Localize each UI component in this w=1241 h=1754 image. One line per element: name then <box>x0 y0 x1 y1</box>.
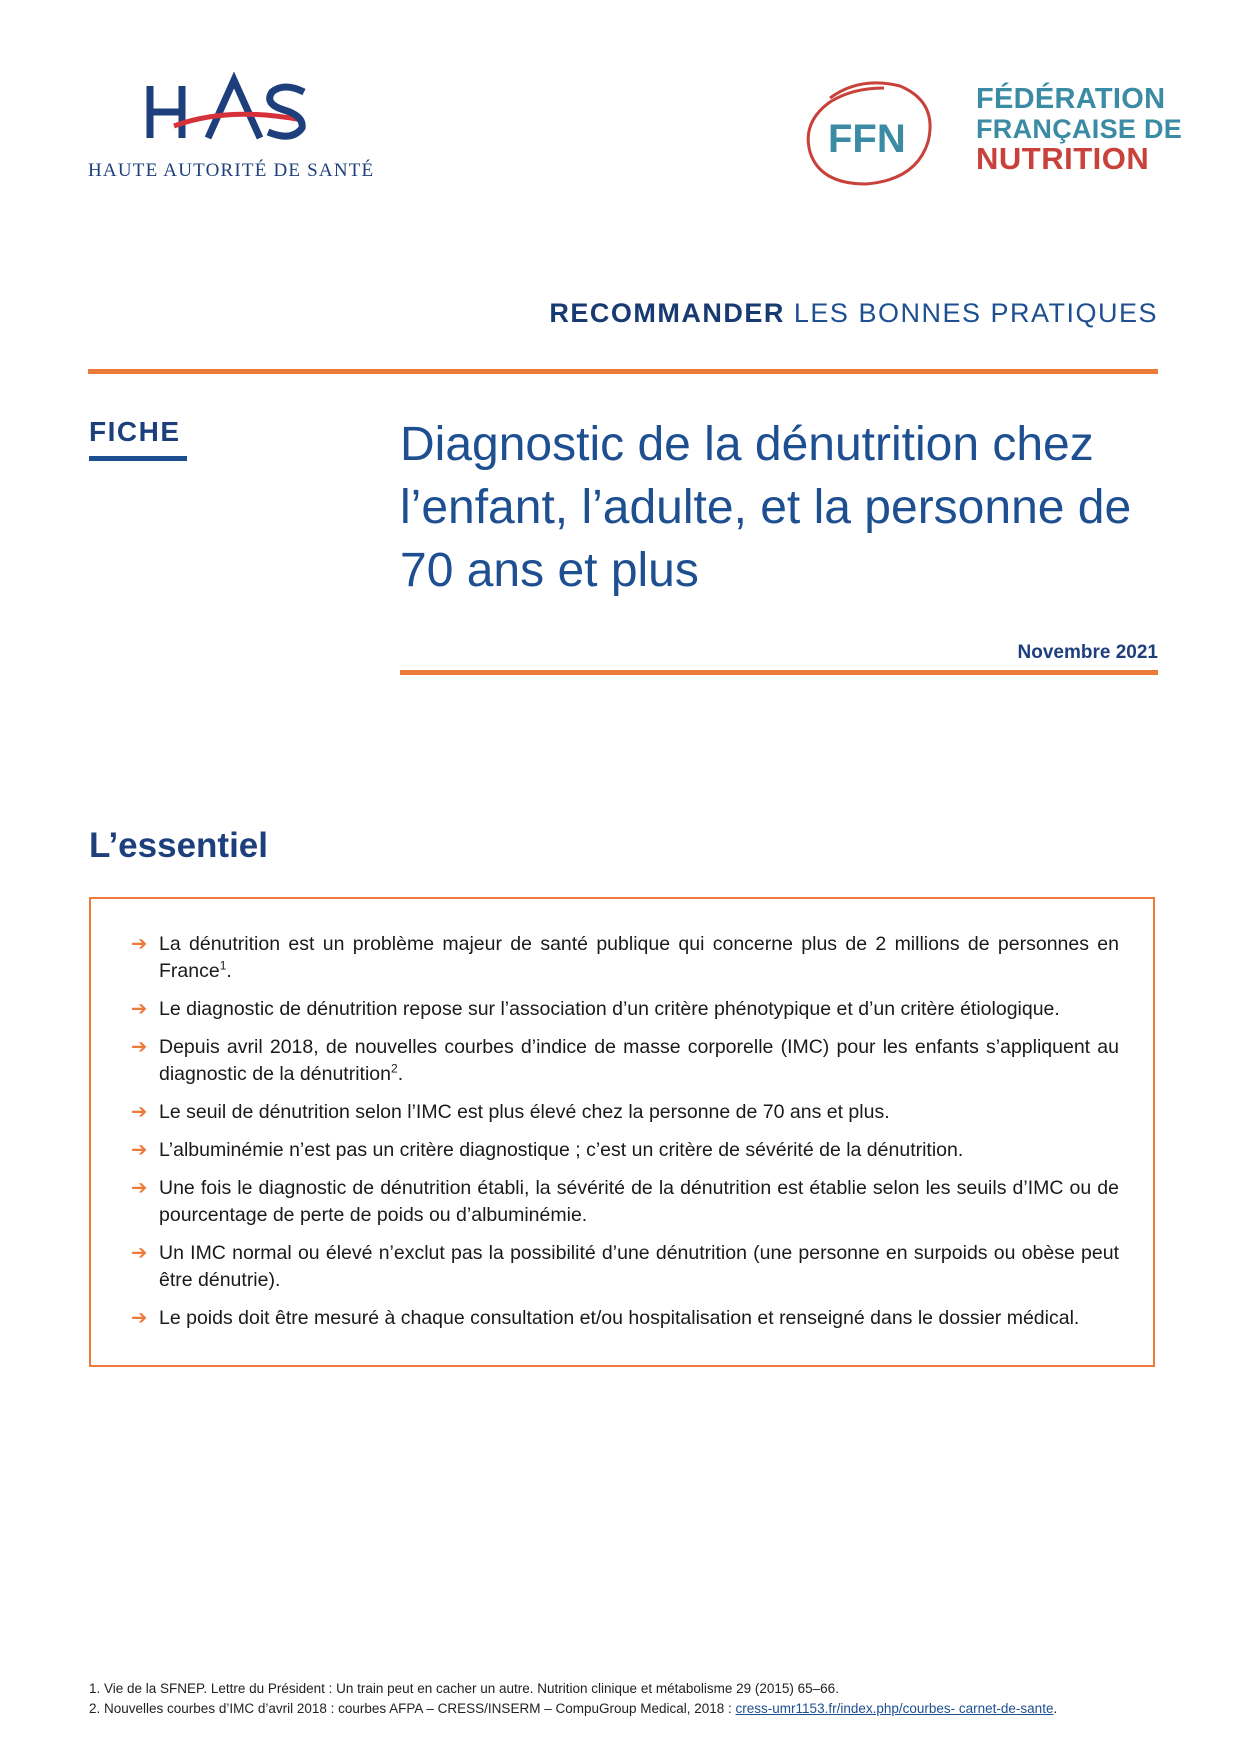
list-item <box>131 1175 1119 1229</box>
has-logo-subtitle: HAUTE AUTORITÉ DE SANTÉ <box>88 160 375 181</box>
series-heading <box>549 298 1158 329</box>
ffn-line-1: FÉDÉRATION <box>976 83 1166 115</box>
has-logo-mark <box>88 72 378 152</box>
list-item-main-text: Le seuil de dénutrition selon l’IMC est plus élevé chez la personne de 70 ans et plus. <box>159 1101 890 1123</box>
footnote-1: 1. Vie de la SFNEP. Lettre du Président : Un train peut en cacher un autre. Nutrition clinique et métabolisme 29 (2015) 65–66. <box>89 1681 839 1696</box>
ffn-logo-text <box>976 84 1182 174</box>
ffn-monogram: FFN <box>828 117 906 161</box>
publication-date: Novembre 2021 <box>1017 642 1158 663</box>
series-heading-rest: LES BONNES PRATIQUES <box>784 298 1158 328</box>
footnote-ref: 2 <box>391 1061 398 1076</box>
essentiel-list <box>91 899 1153 1332</box>
essentiel-box <box>89 897 1155 1367</box>
list-item-text <box>159 1305 1119 1332</box>
series-heading-bold: RECOMMANDER <box>549 298 785 328</box>
list-item-text <box>159 931 1119 985</box>
list-item-text <box>159 1137 1119 1164</box>
list-item-text <box>159 1175 1119 1229</box>
list-item-text <box>159 1240 1119 1294</box>
ffn-logo <box>800 72 1183 192</box>
top-divider <box>88 369 1158 374</box>
footnote-2 <box>89 1699 1057 1719</box>
list-item-main-text: Une fois le diagnostic de dénutrition établi, la sévérité de la dénutrition est établie selon les seuils d’IMC ou de pourcentage de perte de poids ou d’albuminémie. <box>159 1177 1119 1226</box>
list-item <box>131 1305 1119 1332</box>
list-item-tail: . <box>226 960 232 982</box>
list-item-main-text: L’albuminémie n’est pas un critère diagnostique ; c’est un critère de sévérité de la dénutrition. <box>159 1139 964 1161</box>
list-item-main-text: Depuis avril 2018, de nouvelles courbes d’indice de masse corporelle (IMC) pour les enfants s’appliquent au diagnostic de la dénutrition <box>159 1036 1119 1085</box>
has-logo <box>88 72 378 187</box>
list-item <box>131 1034 1119 1088</box>
ffn-line-3: NUTRITION <box>976 141 1150 176</box>
list-item-tail: . <box>397 1063 404 1085</box>
list-item-text <box>159 1034 1119 1088</box>
section-title-essentiel: L’essentiel <box>89 826 268 865</box>
title-divider <box>400 670 1158 675</box>
list-item-main-text: Un IMC normal ou élevé n’exclut pas la possibilité d’une dénutrition (une personne en surpoids ou obèse peut être dénutrie). <box>159 1242 1119 1291</box>
arrow-right-icon: ➔ <box>131 1101 148 1123</box>
arrow-right-icon: ➔ <box>131 1036 148 1058</box>
ffn-line-2: FRANÇAISE DE <box>976 114 1183 144</box>
list-item <box>131 1099 1119 1126</box>
list-item <box>131 1137 1119 1164</box>
footnote-2-tail: . <box>1053 1701 1058 1716</box>
footnotes <box>89 1679 1057 1719</box>
arrow-right-icon: ➔ <box>131 1307 148 1329</box>
ffn-circle-mark <box>800 72 940 192</box>
page-title: Diagnostic de la dénutrition chez l’enfant, l’adulte, et la personne de 70 ans et plus <box>400 418 1132 597</box>
list-item-main-text: Le poids doit être mesuré à chaque consultation et/ou hospitalisation et renseigné dans le dossier médical. <box>159 1307 1080 1329</box>
list-item <box>131 996 1119 1023</box>
arrow-right-icon: ➔ <box>131 998 148 1020</box>
arrow-right-icon: ➔ <box>131 1242 148 1264</box>
footnote-ref: 1 <box>219 958 227 973</box>
list-item-text <box>159 996 1119 1023</box>
document-type-label: FICHE <box>89 416 181 447</box>
footnote-2-text: 2. Nouvelles courbes d’IMC d’avril 2018 : courbes AFPA – CRESS/INSERM – CompuGroup Medical, 2018 : <box>89 1701 736 1716</box>
arrow-right-icon: ➔ <box>131 1177 148 1199</box>
list-item-text <box>159 1099 1119 1126</box>
list-item-main-text: La dénutrition est un problème majeur de santé publique qui concerne plus de 2 millions de personnes en France <box>159 933 1119 982</box>
document-type-underline <box>89 456 187 461</box>
list-item <box>131 931 1119 985</box>
list-item-main-text: Le diagnostic de dénutrition repose sur l’association d’un critère phénotypique et d’un critère étiologique. <box>159 998 1060 1020</box>
footnote-2-link[interactable]: cress-umr1153.fr/index.php/courbes- carnet-de-sante <box>735 1701 1054 1716</box>
arrow-right-icon: ➔ <box>131 1139 148 1161</box>
arrow-right-icon: ➔ <box>131 933 148 955</box>
list-item <box>131 1240 1119 1294</box>
